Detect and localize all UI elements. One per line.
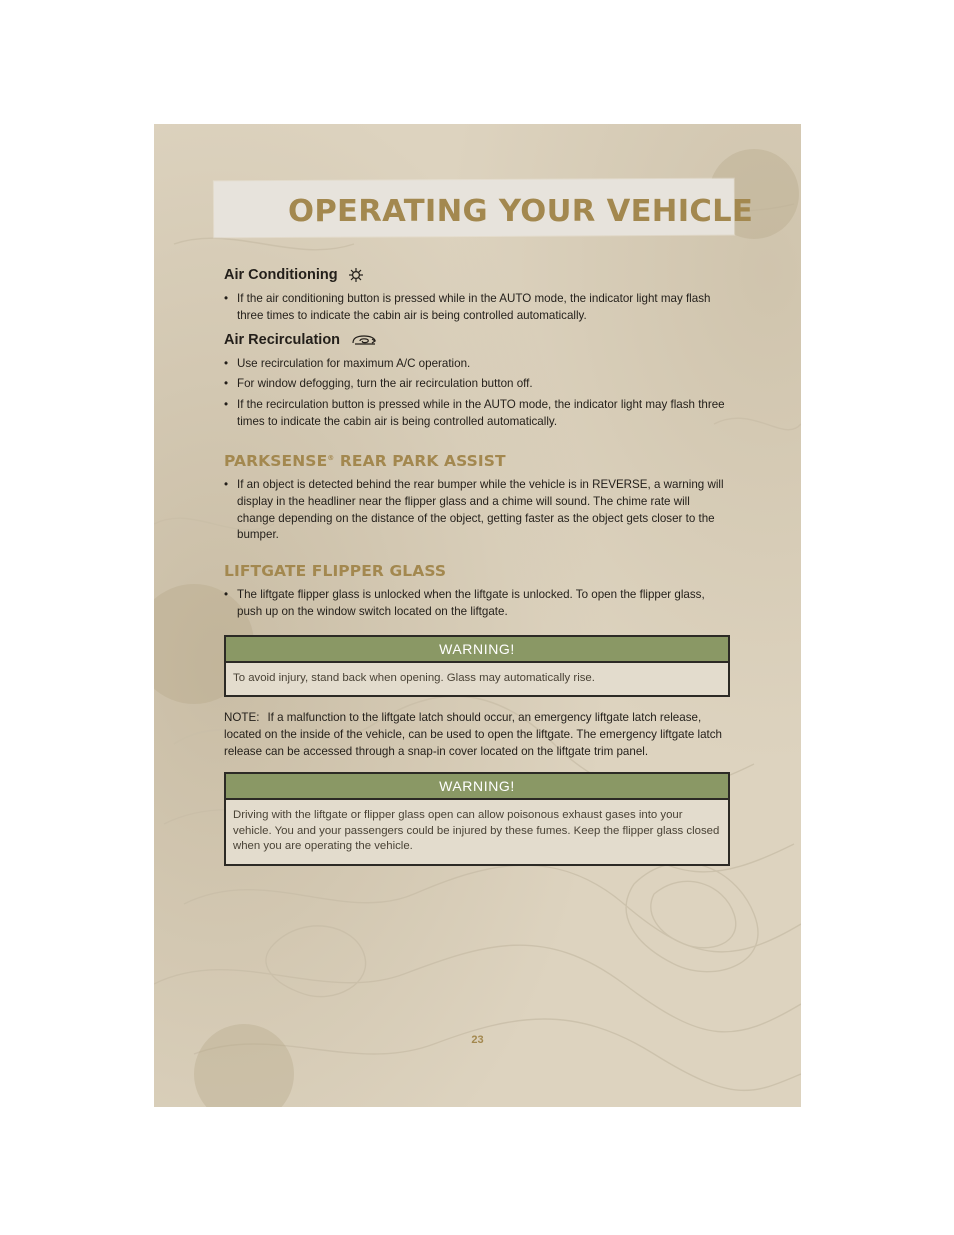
warning-text: Driving with the liftgate or flipper glass open can allow poisonous exhaust gases into your vehicle. You and your passengers could be injured by these fumes. Keep the flipper glass closed when you are operating the vehicle. <box>233 809 720 853</box>
air-conditioning-bullets <box>224 291 730 325</box>
list-item: • The liftgate flipper glass is unlocked when the liftgate is unlocked. To open the flipper glass, push up on the window switch located on the liftgate. <box>224 587 730 621</box>
recirculation-icon <box>350 333 378 347</box>
parksense-bullets <box>224 477 730 544</box>
warning-box-stand-back <box>224 635 730 698</box>
warning-text: To avoid injury, stand back when opening. Glass may automatically rise. <box>233 671 595 684</box>
warning-title: WARNING! <box>226 637 728 663</box>
note-text: If a malfunction to the liftgate latch should occur, an emergency liftgate latch release, located on the inside of the vehicle, can be used to open the liftgate. The emergency liftgate latch release can be accessed through a snap-in cover located on the liftgate trim panel. <box>224 711 722 758</box>
list-item: • Use recirculation for maximum A/C operation. <box>224 356 730 373</box>
warning-title: WARNING! <box>226 774 728 800</box>
liftgate-section <box>224 560 730 866</box>
list-item: • If the air conditioning button is pressed while in the AUTO mode, the indicator light may flash three times to indicate the cabin air is being controlled automatically. <box>224 291 730 325</box>
page-number: 23 <box>471 1034 484 1046</box>
warning-box-exhaust <box>224 772 730 866</box>
air-conditioning-heading <box>224 264 730 286</box>
note-label: NOTE: <box>224 711 260 725</box>
parksense-heading-main: PARKSENSE <box>224 451 328 470</box>
page-content <box>224 264 730 866</box>
air-recirculation-section <box>224 329 730 431</box>
parksense-heading-rest: REAR PARK ASSIST <box>334 451 506 470</box>
page-title: OPERATING YOUR VEHICLE <box>288 194 754 229</box>
list-item: • If an object is detected behind the rear bumper while the vehicle is in REVERSE, a warning will display in the headliner near the flipper glass and a chime will sound. The chime rate will change depending on the distance of the object, getting faster as the object gets closer to the bumper. <box>224 477 730 544</box>
list-item: • For window defogging, turn the air recirculation button off. <box>224 376 730 393</box>
air-recirculation-heading <box>224 329 730 351</box>
air-conditioning-section <box>224 264 730 325</box>
air-recirculation-bullets <box>224 356 730 431</box>
air-recirculation-heading-text: Air Recirculation <box>224 331 341 348</box>
liftgate-bullets <box>224 587 730 621</box>
manual-page <box>154 124 801 1107</box>
liftgate-heading: LIFTGATE FLIPPER GLASS <box>224 562 447 581</box>
note-paragraph <box>224 710 730 760</box>
air-conditioning-heading-text: Air Conditioning <box>224 267 338 283</box>
parksense-section <box>224 447 730 544</box>
snowflake-icon <box>348 267 364 283</box>
parksense-heading <box>224 447 730 472</box>
list-item: • If the recirculation button is pressed while in the AUTO mode, the indicator light may flash three times to indicate the cabin air is being controlled automatically. <box>224 397 730 431</box>
registered-mark: ® <box>327 453 335 462</box>
